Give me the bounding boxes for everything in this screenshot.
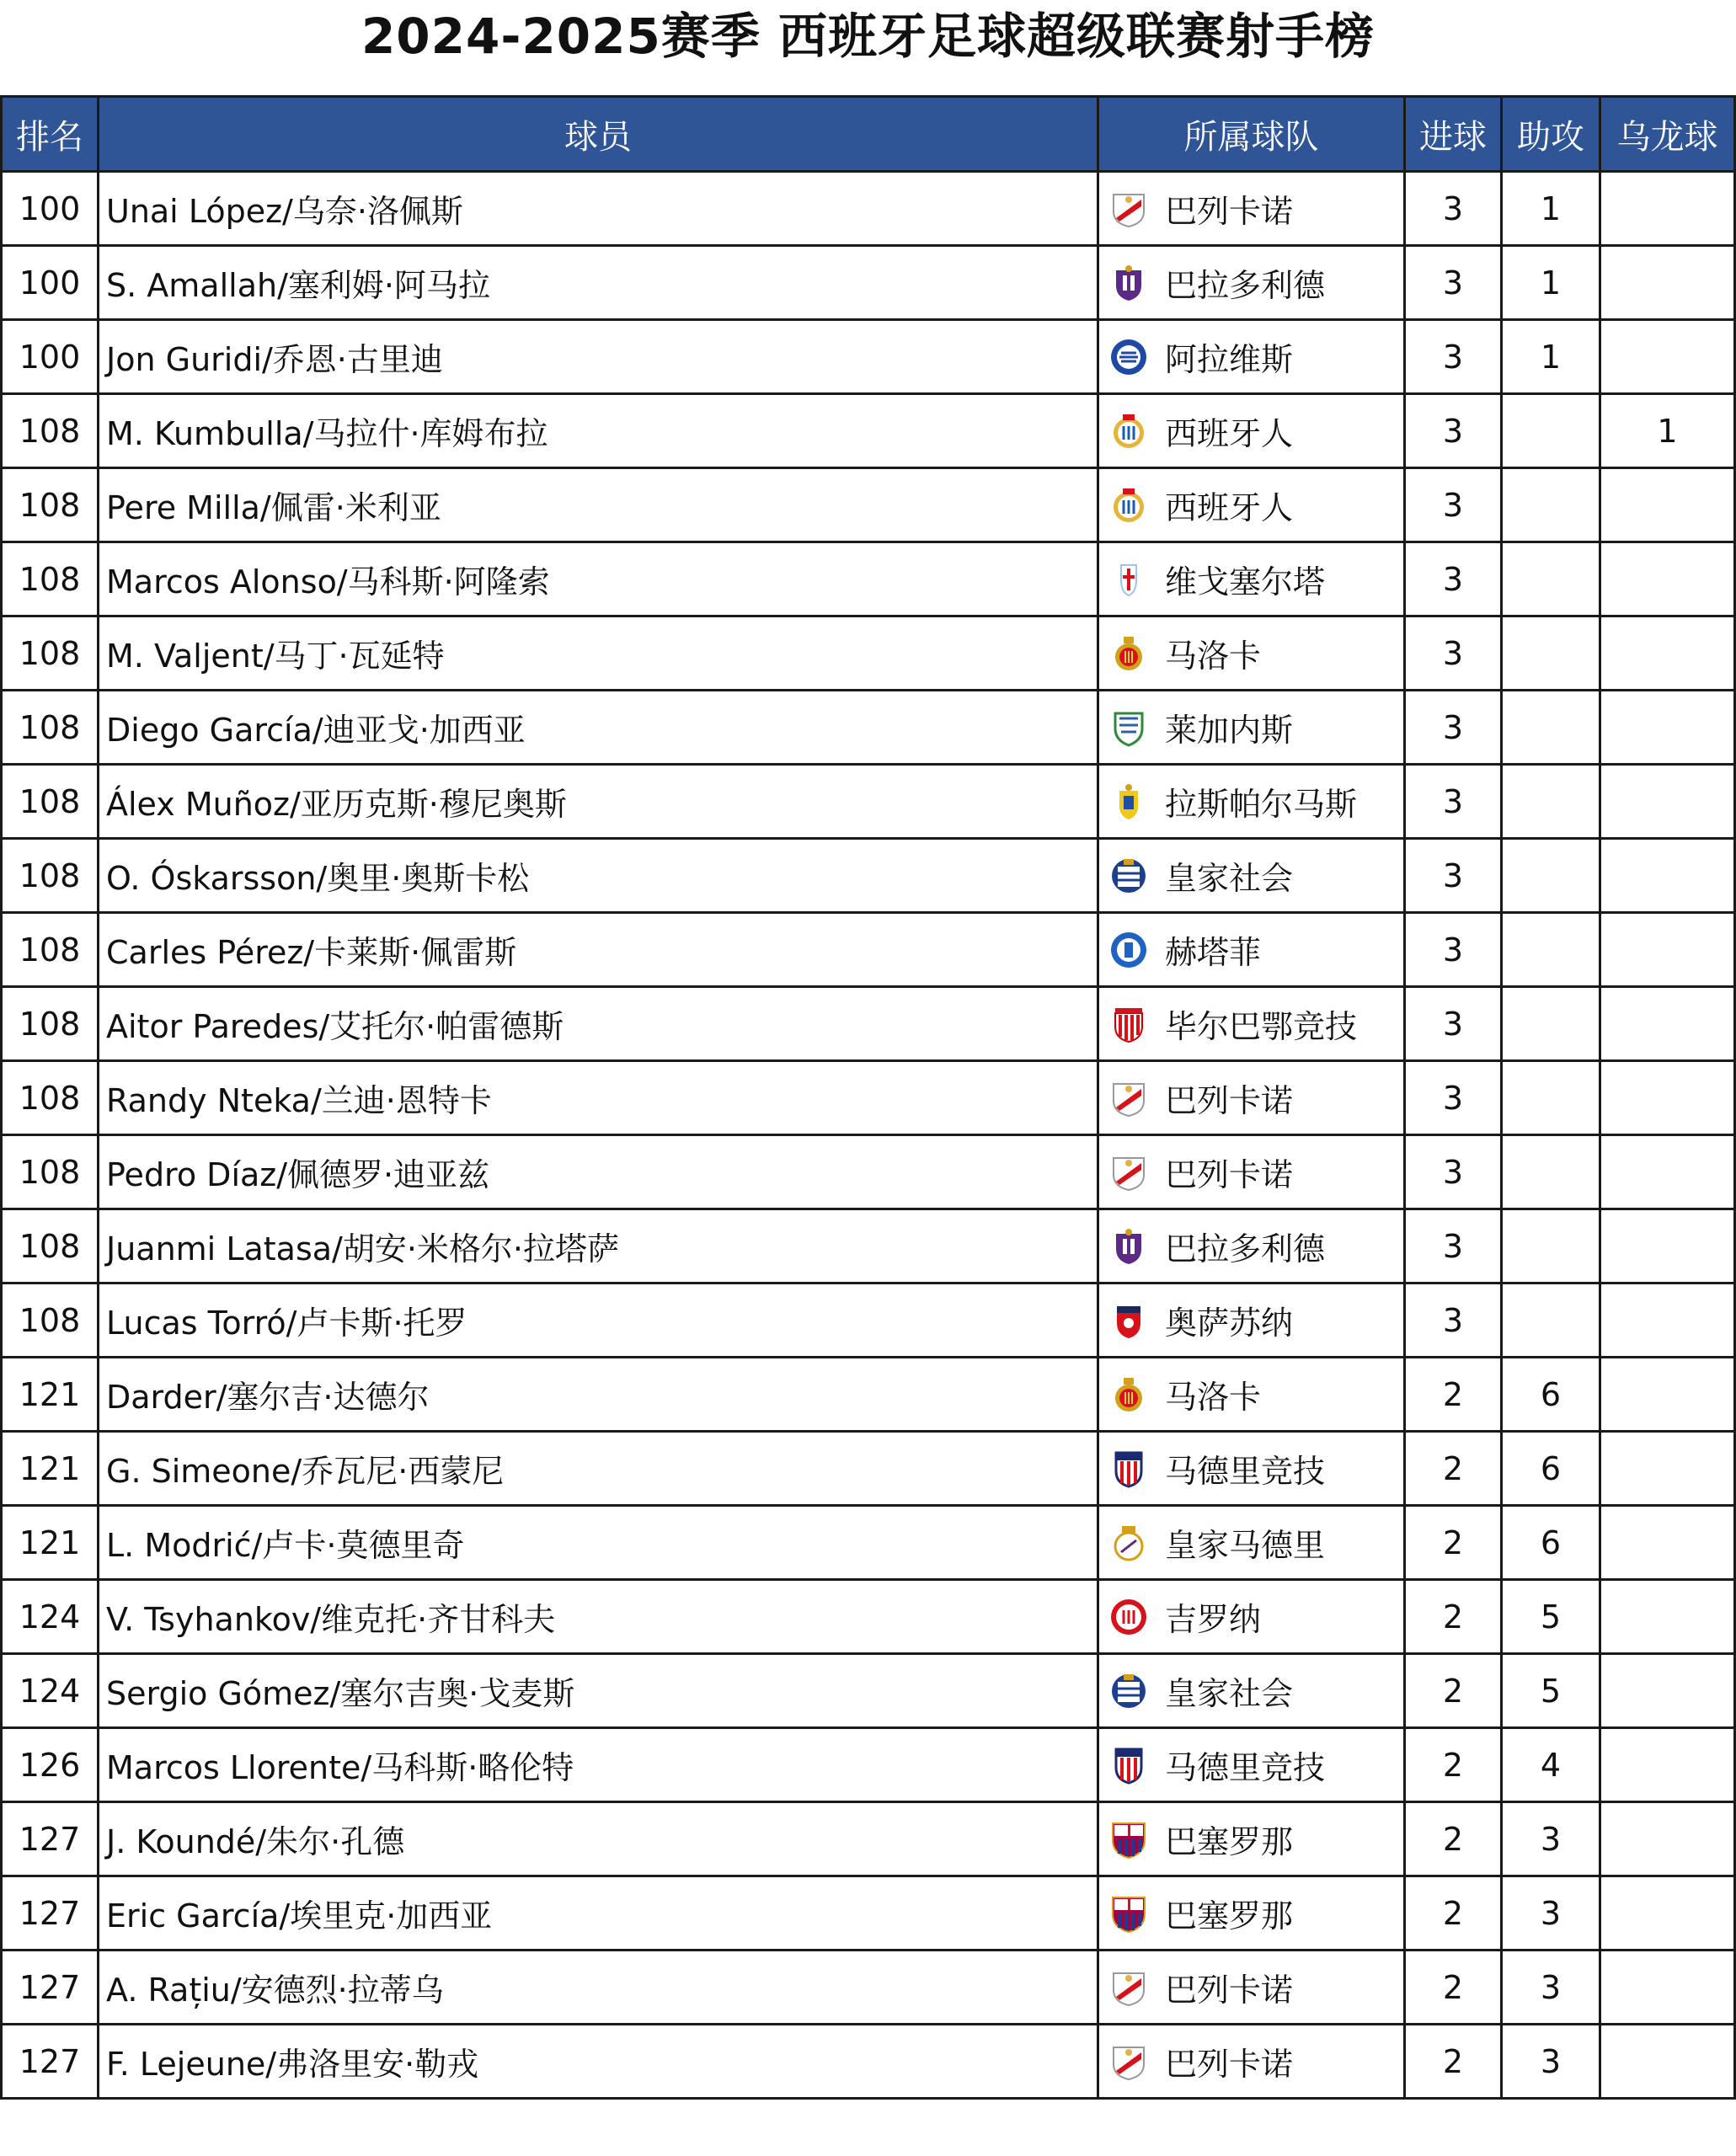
goals-cell: 3 (1405, 542, 1502, 616)
assists-cell: 5 (1502, 1580, 1600, 1654)
table-row (2, 1506, 1735, 1580)
team-name: 巴塞罗那 (1165, 1823, 1294, 1860)
team-logo-icon (1109, 1968, 1148, 2007)
goals-cell: 3 (1405, 394, 1502, 468)
team-cell (1098, 1209, 1405, 1283)
goals-cell: 2 (1405, 1728, 1502, 1802)
assists-cell: 3 (1502, 1876, 1600, 1951)
assists-cell: 1 (1502, 246, 1600, 320)
table-row (2, 616, 1735, 691)
table-row (2, 1802, 1735, 1876)
rank-cell: 121 (2, 1358, 99, 1432)
own-goals-cell: 1 (1600, 394, 1735, 468)
team-name: 巴塞罗那 (1165, 1897, 1294, 1935)
player-cell: Pedro Díaz/佩德罗·迪亚兹 (99, 1135, 1098, 1209)
team-logo-icon (1109, 412, 1148, 451)
team-name: 巴列卡诺 (1165, 1082, 1294, 1119)
assists-cell (1502, 913, 1600, 987)
team-cell (1098, 1061, 1405, 1135)
page-title: 2024-2025赛季 西班牙足球超级联赛射手榜 (361, 8, 1375, 65)
team-logo-icon (1109, 1375, 1148, 1414)
scorers-table (0, 95, 1736, 2100)
assists-cell: 6 (1502, 1506, 1600, 1580)
rank-cell: 108 (2, 1209, 99, 1283)
player-cell: V. Tsyhankov/维克托·齐甘科夫 (99, 1580, 1098, 1654)
player-cell: Eric García/埃里克·加西亚 (99, 1876, 1098, 1951)
team-cell (1098, 1506, 1405, 1580)
goals-cell: 2 (1405, 1580, 1502, 1654)
assists-cell (1502, 987, 1600, 1061)
assists-cell: 6 (1502, 1358, 1600, 1432)
rank-cell: 121 (2, 1506, 99, 1580)
goals-cell: 2 (1405, 1358, 1502, 1432)
assists-cell (1502, 1061, 1600, 1135)
team-cell (1098, 913, 1405, 987)
table-row (2, 468, 1735, 542)
player-cell: Randy Nteka/兰迪·恩特卡 (99, 1061, 1098, 1135)
assists-cell: 3 (1502, 2025, 1600, 2099)
own-goals-cell (1600, 246, 1735, 320)
team-name: 马德里竞技 (1165, 1453, 1326, 1490)
table-row (2, 1432, 1735, 1506)
player-cell: Marcos Llorente/马科斯·略伦特 (99, 1728, 1098, 1802)
own-goals-cell (1600, 1728, 1735, 1802)
team-cell (1098, 839, 1405, 913)
team-cell (1098, 542, 1405, 616)
table-row (2, 320, 1735, 394)
goals-cell: 2 (1405, 1802, 1502, 1876)
own-goals-cell (1600, 1506, 1735, 1580)
assists-cell (1502, 765, 1600, 839)
team-name: 维戈塞尔塔 (1165, 563, 1326, 600)
assists-cell (1502, 1283, 1600, 1358)
player-cell: Aitor Paredes/艾托尔·帕雷德斯 (99, 987, 1098, 1061)
assists-cell: 3 (1502, 1802, 1600, 1876)
table-row (2, 839, 1735, 913)
table-row (2, 542, 1735, 616)
assists-cell (1502, 691, 1600, 765)
own-goals-cell (1600, 1580, 1735, 1654)
team-cell (1098, 616, 1405, 691)
table-row (2, 1135, 1735, 1209)
rank-cell: 127 (2, 2025, 99, 2099)
table-row (2, 1209, 1735, 1283)
team-cell (1098, 1283, 1405, 1358)
team-cell (1098, 1358, 1405, 1432)
rank-cell: 100 (2, 172, 99, 246)
header-goals: 进球 (1405, 97, 1502, 172)
team-name: 巴拉多利德 (1165, 1230, 1326, 1267)
table-row (2, 1283, 1735, 1358)
goals-cell: 3 (1405, 765, 1502, 839)
table-row (2, 1951, 1735, 2025)
team-name: 皇家社会 (1165, 1675, 1294, 1712)
rank-cell: 108 (2, 1061, 99, 1135)
rank-cell: 124 (2, 1580, 99, 1654)
table-row (2, 394, 1735, 468)
team-cell (1098, 1728, 1405, 1802)
player-cell: Lucas Torró/卢卡斯·托罗 (99, 1283, 1098, 1358)
team-cell (1098, 1432, 1405, 1506)
player-cell: G. Simeone/乔瓦尼·西蒙尼 (99, 1432, 1098, 1506)
team-logo-icon (1109, 782, 1148, 821)
player-cell: Jon Guridi/乔恩·古里迪 (99, 320, 1098, 394)
assists-cell: 6 (1502, 1432, 1600, 1506)
rank-cell: 108 (2, 1135, 99, 1209)
goals-cell: 3 (1405, 172, 1502, 246)
own-goals-cell (1600, 691, 1735, 765)
table-row (2, 765, 1735, 839)
team-name: 西班牙人 (1165, 415, 1294, 452)
rank-cell: 126 (2, 1728, 99, 1802)
rank-cell: 100 (2, 320, 99, 394)
player-cell: J. Koundé/朱尔·孔德 (99, 1802, 1098, 1876)
team-cell (1098, 172, 1405, 246)
own-goals-cell (1600, 1358, 1735, 1432)
goals-cell: 2 (1405, 1876, 1502, 1951)
player-cell: Darder/塞尔吉·达德尔 (99, 1358, 1098, 1432)
assists-cell (1502, 839, 1600, 913)
team-name: 毕尔巴鄂竞技 (1165, 1008, 1358, 1045)
player-cell: Carles Pérez/卡莱斯·佩雷斯 (99, 913, 1098, 987)
assists-cell: 1 (1502, 172, 1600, 246)
team-name: 巴列卡诺 (1165, 193, 1294, 230)
own-goals-cell (1600, 616, 1735, 691)
team-name: 莱加内斯 (1165, 712, 1294, 749)
team-name: 马洛卡 (1165, 1379, 1262, 1416)
header-assists: 助攻 (1502, 97, 1600, 172)
table-row (2, 1876, 1735, 1951)
own-goals-cell (1600, 1135, 1735, 1209)
rank-cell: 108 (2, 468, 99, 542)
table-header-row (2, 97, 1735, 172)
assists-cell: 5 (1502, 1654, 1600, 1728)
rank-cell: 108 (2, 765, 99, 839)
own-goals-cell (1600, 320, 1735, 394)
team-cell (1098, 1802, 1405, 1876)
table-row (2, 1580, 1735, 1654)
team-logo-icon (1109, 1449, 1148, 1488)
team-cell (1098, 1951, 1405, 2025)
own-goals-cell (1600, 1061, 1735, 1135)
team-name: 皇家社会 (1165, 860, 1294, 897)
own-goals-cell (1600, 1432, 1735, 1506)
goals-cell: 2 (1405, 1432, 1502, 1506)
team-logo-icon (1109, 1746, 1148, 1785)
team-logo-icon (1109, 189, 1148, 228)
team-logo-icon (1109, 264, 1148, 302)
team-logo-icon (1109, 634, 1148, 673)
team-cell (1098, 1580, 1405, 1654)
goals-cell: 3 (1405, 468, 1502, 542)
table-row (2, 2025, 1735, 2099)
own-goals-cell (1600, 542, 1735, 616)
goals-cell: 2 (1405, 1951, 1502, 2025)
team-logo-icon (1109, 857, 1148, 895)
table-row (2, 913, 1735, 987)
team-name: 巴拉多利德 (1165, 267, 1326, 304)
team-name: 巴列卡诺 (1165, 2046, 1294, 2083)
goals-cell: 3 (1405, 1209, 1502, 1283)
rank-cell: 127 (2, 1951, 99, 2025)
team-name: 马德里竞技 (1165, 1749, 1326, 1786)
own-goals-cell (1600, 1209, 1735, 1283)
player-cell: Álex Muñoz/亚历克斯·穆尼奥斯 (99, 765, 1098, 839)
rank-cell: 108 (2, 1283, 99, 1358)
goals-cell: 3 (1405, 913, 1502, 987)
rank-cell: 127 (2, 1802, 99, 1876)
rank-cell: 121 (2, 1432, 99, 1506)
table-row (2, 987, 1735, 1061)
rank-cell: 108 (2, 839, 99, 913)
team-name: 吉罗纳 (1165, 1601, 1262, 1638)
team-cell (1098, 394, 1405, 468)
team-name: 阿拉维斯 (1165, 341, 1294, 378)
goals-cell: 2 (1405, 1506, 1502, 1580)
team-logo-icon (1109, 931, 1148, 969)
own-goals-cell (1600, 172, 1735, 246)
player-cell: A. Rațiu/安德烈·拉蒂乌 (99, 1951, 1098, 2025)
team-cell (1098, 987, 1405, 1061)
team-logo-icon (1109, 2042, 1148, 2081)
table-row (2, 172, 1735, 246)
rank-cell: 108 (2, 913, 99, 987)
team-logo-icon (1109, 338, 1148, 376)
team-logo-icon (1109, 1005, 1148, 1043)
goals-cell: 3 (1405, 1135, 1502, 1209)
own-goals-cell (1600, 1951, 1735, 2025)
goals-cell: 3 (1405, 616, 1502, 691)
goals-cell: 3 (1405, 987, 1502, 1061)
assists-cell (1502, 616, 1600, 691)
header-team: 所属球队 (1098, 97, 1405, 172)
own-goals-cell (1600, 468, 1735, 542)
own-goals-cell (1600, 1283, 1735, 1358)
own-goals-cell (1600, 1876, 1735, 1951)
table-row (2, 1728, 1735, 1802)
team-name: 奥萨苏纳 (1165, 1305, 1294, 1342)
team-name: 巴列卡诺 (1165, 1156, 1294, 1193)
rank-cell: 100 (2, 246, 99, 320)
team-logo-icon (1109, 486, 1148, 525)
goals-cell: 2 (1405, 1654, 1502, 1728)
team-cell (1098, 691, 1405, 765)
rank-cell: 108 (2, 542, 99, 616)
team-cell (1098, 320, 1405, 394)
team-logo-icon (1109, 1820, 1148, 1859)
rank-cell: 108 (2, 616, 99, 691)
assists-cell (1502, 468, 1600, 542)
player-cell: S. Amallah/塞利姆·阿马拉 (99, 246, 1098, 320)
team-logo-icon (1109, 708, 1148, 747)
player-cell: Marcos Alonso/马科斯·阿隆索 (99, 542, 1098, 616)
assists-cell (1502, 542, 1600, 616)
player-cell: Pere Milla/佩雷·米利亚 (99, 468, 1098, 542)
goals-cell: 2 (1405, 2025, 1502, 2099)
team-logo-icon (1109, 1227, 1148, 1266)
own-goals-cell (1600, 1654, 1735, 1728)
team-logo-icon (1109, 1894, 1148, 1933)
rank-cell: 108 (2, 394, 99, 468)
team-logo-icon (1109, 1301, 1148, 1340)
rank-cell: 127 (2, 1876, 99, 1951)
assists-cell: 1 (1502, 320, 1600, 394)
team-logo-icon (1109, 560, 1148, 599)
goals-cell: 3 (1405, 1061, 1502, 1135)
table-row (2, 246, 1735, 320)
team-name: 拉斯帕尔马斯 (1165, 786, 1358, 823)
own-goals-cell (1600, 1802, 1735, 1876)
own-goals-cell (1600, 765, 1735, 839)
team-logo-icon (1109, 1079, 1148, 1118)
team-name: 马洛卡 (1165, 638, 1262, 675)
rank-cell: 108 (2, 691, 99, 765)
rank-cell: 108 (2, 987, 99, 1061)
header-player: 球员 (99, 97, 1098, 172)
team-logo-icon (1109, 1598, 1148, 1636)
player-cell: Juanmi Latasa/胡安·米格尔·拉塔萨 (99, 1209, 1098, 1283)
team-cell (1098, 1654, 1405, 1728)
table-row (2, 1061, 1735, 1135)
player-cell: Diego García/迪亚戈·加西亚 (99, 691, 1098, 765)
player-cell: O. Óskarsson/奥里·奥斯卡松 (99, 839, 1098, 913)
own-goals-cell (1600, 839, 1735, 913)
table-row (2, 1654, 1735, 1728)
assists-cell (1502, 394, 1600, 468)
table-row (2, 691, 1735, 765)
table-row (2, 1358, 1735, 1432)
team-logo-icon (1109, 1524, 1148, 1562)
goals-cell: 3 (1405, 320, 1502, 394)
player-cell: M. Valjent/马丁·瓦延特 (99, 616, 1098, 691)
player-cell: Unai López/乌奈·洛佩斯 (99, 172, 1098, 246)
assists-cell: 4 (1502, 1728, 1600, 1802)
team-cell (1098, 765, 1405, 839)
header-rank: 排名 (2, 97, 99, 172)
own-goals-cell (1600, 987, 1735, 1061)
goals-cell: 3 (1405, 691, 1502, 765)
goals-cell: 3 (1405, 1283, 1502, 1358)
player-cell: Sergio Gómez/塞尔吉奥·戈麦斯 (99, 1654, 1098, 1728)
team-cell (1098, 2025, 1405, 2099)
player-cell: M. Kumbulla/马拉什·库姆布拉 (99, 394, 1098, 468)
team-name: 巴列卡诺 (1165, 1972, 1294, 2009)
goals-cell: 3 (1405, 839, 1502, 913)
header-own-goals: 乌龙球 (1600, 97, 1735, 172)
assists-cell (1502, 1135, 1600, 1209)
own-goals-cell (1600, 2025, 1735, 2099)
player-cell: F. Lejeune/弗洛里安·勒戎 (99, 2025, 1098, 2099)
team-cell (1098, 1876, 1405, 1951)
team-cell (1098, 468, 1405, 542)
team-name: 西班牙人 (1165, 489, 1294, 526)
player-cell: L. Modrić/卢卡·莫德里奇 (99, 1506, 1098, 1580)
team-logo-icon (1109, 1672, 1148, 1710)
team-logo-icon (1109, 1153, 1148, 1192)
own-goals-cell (1600, 913, 1735, 987)
assists-cell: 3 (1502, 1951, 1600, 2025)
assists-cell (1502, 1209, 1600, 1283)
team-cell (1098, 1135, 1405, 1209)
team-cell (1098, 246, 1405, 320)
goals-cell: 3 (1405, 246, 1502, 320)
team-name: 皇家马德里 (1165, 1527, 1326, 1564)
team-name: 赫塔菲 (1165, 934, 1262, 971)
rank-cell: 124 (2, 1654, 99, 1728)
